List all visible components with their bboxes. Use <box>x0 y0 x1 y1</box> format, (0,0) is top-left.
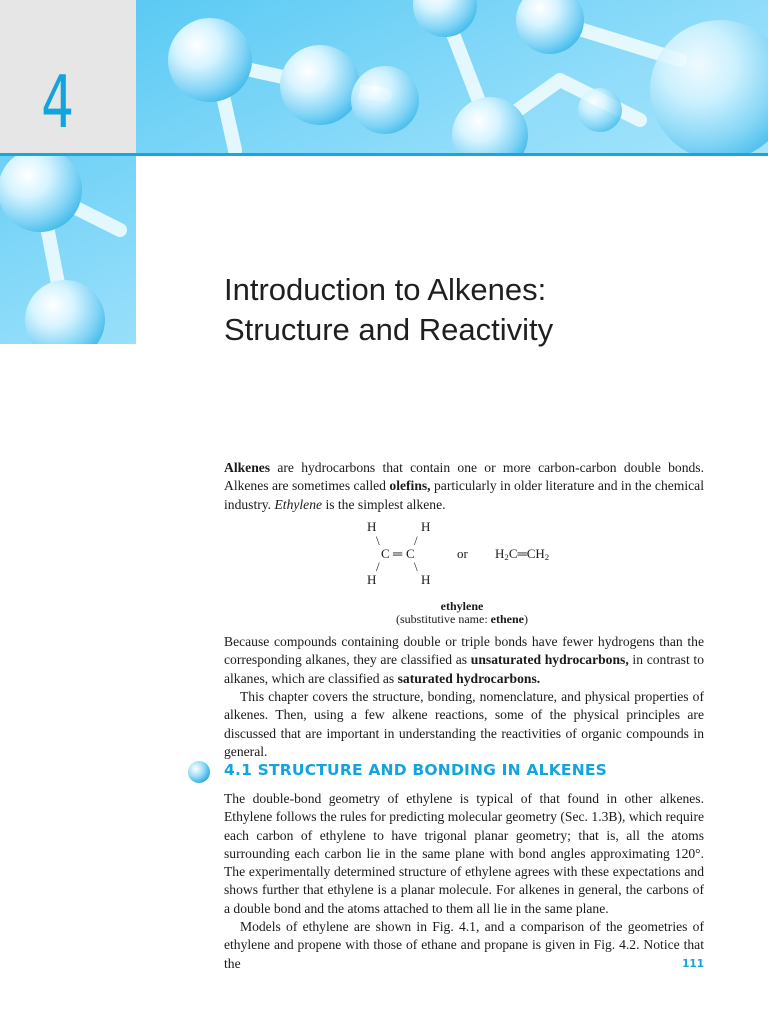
bond-top-left: \ <box>376 533 380 548</box>
chapter-title-line-2: Structure and Reactivity <box>224 312 554 347</box>
para2-text-1: Because compounds containing double or triple bonds have fewer hydrogens than the corresponding alkanes, they are classified as <box>224 634 704 668</box>
bond-top-right: / <box>414 533 418 548</box>
intro-text-2: particularly in older literature and in the chemical industry. <box>224 478 704 512</box>
chapter-number: 4 <box>41 60 75 144</box>
formula-sub-2: 2 <box>544 552 550 563</box>
chapter-overview-paragraph: This chapter covers the structure, bonding, nomenclature, and physical properties of alkenes. Then, using a few alkene reactions, some of the physical principles are discussed that are important in understanding the reactivities of organic compounds in general. <box>224 689 704 759</box>
condensed-formula <box>495 547 549 561</box>
formula-h: H <box>495 546 505 561</box>
caption-post: ) <box>523 612 528 626</box>
section-bullet-icon <box>187 760 211 784</box>
unsaturated-paragraph <box>224 633 704 688</box>
bond-bottom-left: / <box>376 559 380 574</box>
formula-mid: C═CH <box>508 546 545 561</box>
term-unsaturated: unsaturated hydrocarbons, <box>470 652 629 668</box>
chapter-title <box>224 270 553 350</box>
chapter-title-line-1: Introduction to Alkenes: <box>224 272 547 307</box>
atom-h-top-right: H <box>421 519 431 534</box>
bond-bottom-right: \ <box>414 559 418 574</box>
para2-text-2: in contrast to alkanes, which are classified as <box>224 652 704 686</box>
atom-c-left: C <box>381 546 390 561</box>
section-heading: 4.1 STRUCTURE AND BONDING IN ALKENES <box>224 761 608 779</box>
intro-text-3: is the simplest alkene. <box>322 496 446 512</box>
atom-c-right: C <box>406 546 415 561</box>
term-ethylene: Ethylene <box>274 496 323 512</box>
intro-paragraph <box>224 459 704 514</box>
double-bond: ═ <box>393 546 403 561</box>
caption-pre: (substitutive name: <box>396 612 491 626</box>
caption-ethylene: ethylene <box>440 599 484 613</box>
models-paragraph: Models of ethylene are shown in Fig. 4.1, and a comparison of the geometries of ethylene and propene with those of ethane and propane is given in Fig. 4.2. Notice that the <box>224 919 704 971</box>
term-olefins: olefins, <box>389 478 431 494</box>
term-alkenes: Alkenes <box>224 460 271 475</box>
or-label: or <box>457 546 468 561</box>
term-saturated: saturated hydrocarbons. <box>397 670 541 686</box>
caption-ethene: ethene <box>490 612 524 626</box>
page-number: 111 <box>682 958 704 970</box>
atom-h-top-left: H <box>367 519 377 534</box>
formula-sub-1: 2 <box>504 552 509 563</box>
intro-text-1: are hydrocarbons that contain one or more carbon-carbon double bonds. Alkenes are sometimes called <box>224 460 704 494</box>
atom-h-bottom-right: H <box>421 572 431 587</box>
atom-h-bottom-left: H <box>367 572 377 587</box>
structure-caption-substitutive <box>372 613 552 626</box>
structure-bonding-paragraph: The double-bond geometry of ethylene is typical of that found in other alkenes. Ethylene follows the rules for predicting molecular geometry (Sec. 1.3B), which require each carbon of ethylene to have trigonal planar geometry; that is, all the atoms surrounding each carbon lie in the same plane with bond angles approximating 120°. The experimentally determined structure of ethylene agrees with these expectations and shows further that ethylene is a planar molecule. For alkenes in general, the carbons of a double bond and the atoms attached to them all lie in the same plane. <box>224 791 704 916</box>
